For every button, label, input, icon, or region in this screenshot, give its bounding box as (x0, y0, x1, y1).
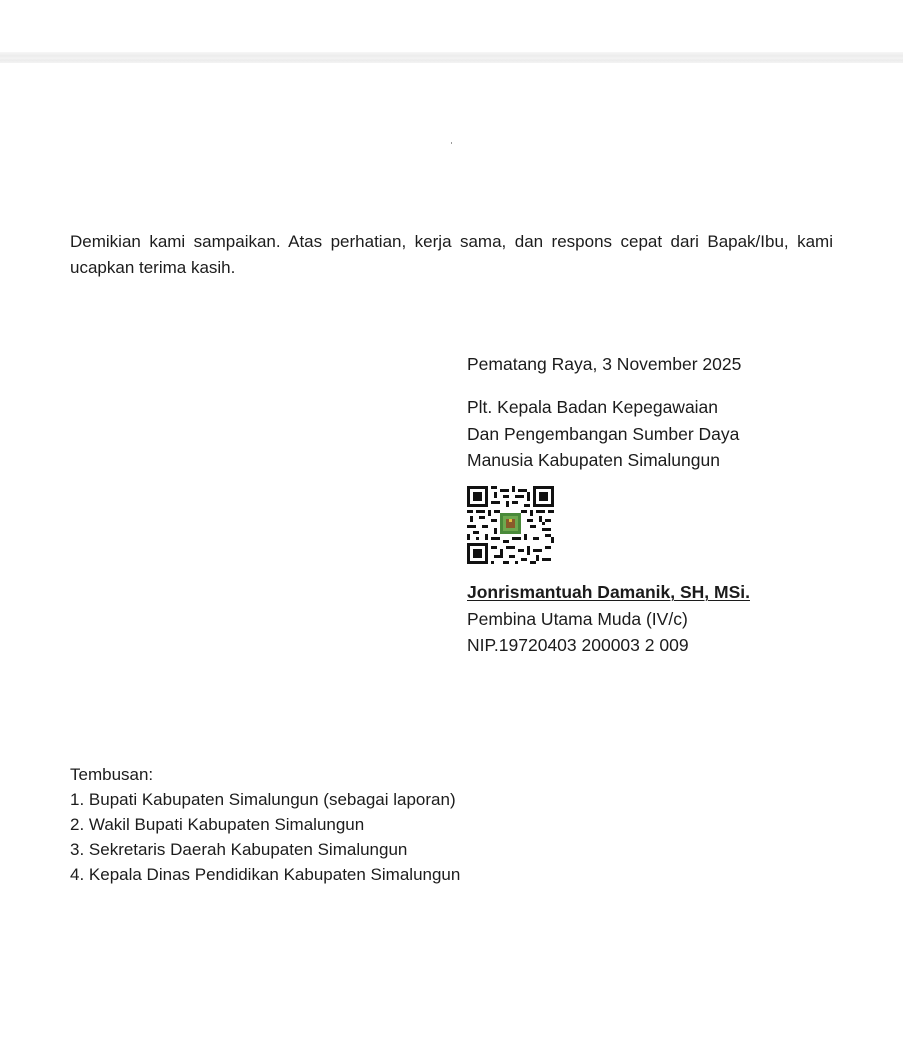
scan-artifact (451, 142, 452, 144)
signatory-nip: NIP.19720403 200003 2 009 (467, 635, 689, 655)
carbon-copy-item: 4. Kepala Dinas Pendidikan Kabupaten Simalungun (70, 865, 461, 884)
carbon-copy-list (70, 787, 460, 887)
signatory-details (467, 579, 750, 659)
qr-code-icon (467, 486, 554, 564)
carbon-copy-section (70, 762, 460, 887)
position-line-3: Manusia Kabupaten Simalungun (467, 450, 720, 470)
signatory-rank: Pembina Utama Muda (IV/c) (467, 608, 688, 629)
carbon-copy-item: 2. Wakil Bupati Kabupaten Simalungun (70, 815, 365, 834)
carbon-copy-heading: Tembusan: (70, 765, 154, 784)
viewer-top-band (0, 52, 903, 63)
signature-place-date: Pematang Raya, 3 November 2025 (467, 354, 742, 374)
position-line-1: Plt. Kepala Badan Kepegawaian (467, 397, 719, 417)
carbon-copy-item: 3. Sekretaris Daerah Kabupaten Simalungun (70, 840, 408, 859)
signatory-name: Jonrismantuah Damanik, SH, MSi. (467, 582, 750, 602)
carbon-copy-item: 1. Bupati Kabupaten Simalungun (sebagai laporan) (70, 790, 456, 809)
position-line-2: Dan Pengembangan Sumber Daya (467, 423, 740, 444)
signatory-position (467, 394, 739, 474)
closing-paragraph: Demikian kami sampaikan. Atas perhatian, kerja sama, dan respons cepat dari Bapak/Ibu, kami ucapkan terima kasih. (70, 232, 833, 277)
